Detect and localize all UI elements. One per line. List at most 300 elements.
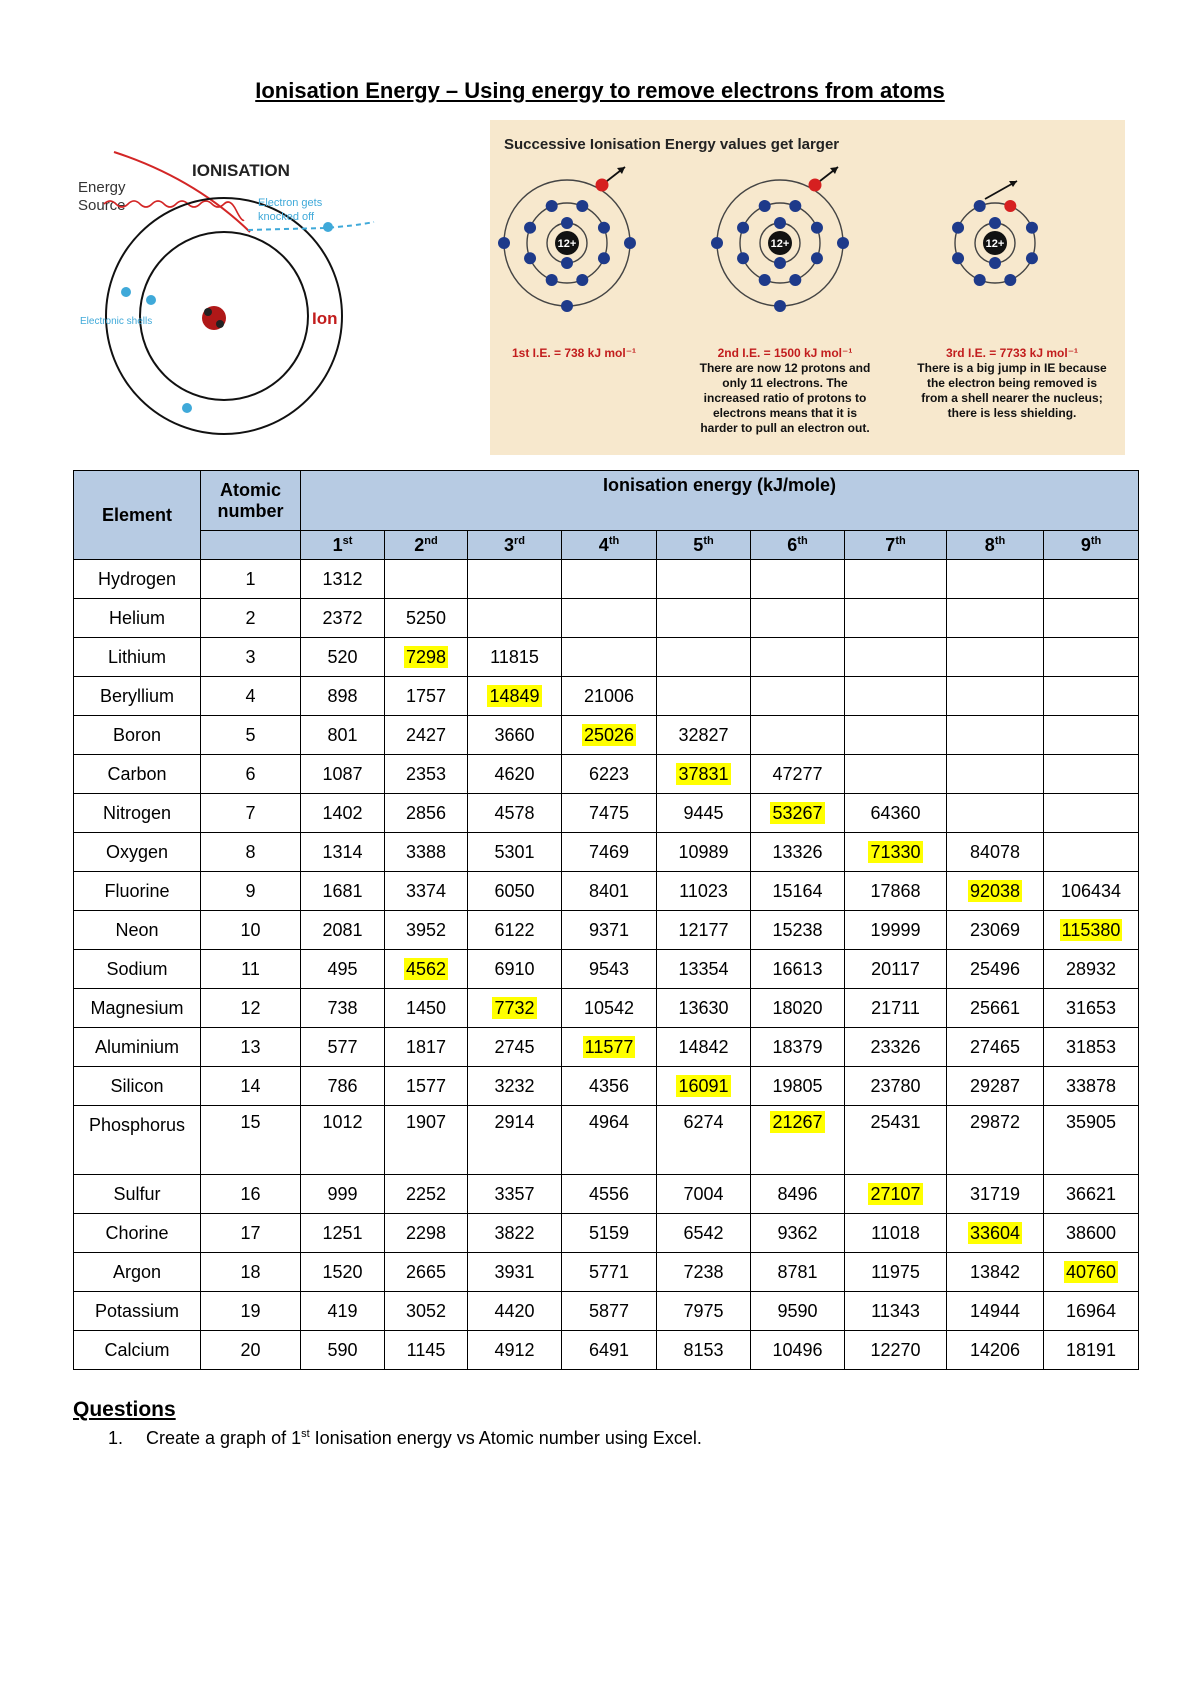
ie-value [385, 872, 468, 911]
ie-value [1044, 1028, 1139, 1067]
ie-value [1044, 638, 1139, 677]
ie-value [468, 1106, 562, 1175]
ie-value-text: 8496 [777, 1183, 818, 1204]
ie-value-text: 6223 [588, 763, 630, 784]
ie-value-text: 7298 [405, 646, 447, 667]
ie-value [751, 1067, 845, 1106]
ie-value [562, 716, 657, 755]
ie-value [657, 1067, 751, 1106]
ie-value-text: 3232 [494, 1075, 535, 1096]
atomic-number: 2 [201, 599, 301, 638]
ie-value [301, 755, 385, 794]
ie-value-text: 18020 [772, 997, 823, 1018]
ie-value [468, 560, 562, 599]
element-name: Fluorine [74, 872, 201, 911]
element-name: Potassium [74, 1292, 201, 1331]
ie-value [468, 1253, 562, 1292]
ie-value [562, 1106, 657, 1175]
table-row [74, 1253, 1139, 1292]
ie-value-text: 12177 [678, 919, 729, 940]
ie-value-text: 5877 [588, 1300, 630, 1321]
ie-value-text: 9445 [683, 802, 724, 823]
ie-value-text: 2372 [322, 607, 363, 628]
question-text-pre: Create a graph of 1 [146, 1428, 302, 1448]
ie-value [947, 794, 1044, 833]
caption-1 [494, 346, 654, 361]
ie-value [562, 755, 657, 794]
ie-value-text: 7475 [588, 802, 630, 823]
ie-value-text: 27465 [969, 1036, 1021, 1057]
caption-3-text: the electron being removed is [926, 376, 1098, 390]
successive-ie-header: Successive Ionisation Energy values get larger [504, 136, 840, 153]
caption-2-text: only 11 electrons. The [722, 376, 848, 390]
successive-ie-diagram [490, 120, 1125, 455]
electron [811, 252, 823, 264]
ie-value [1044, 1175, 1139, 1214]
electron [774, 257, 786, 269]
caption-2 [685, 346, 885, 436]
ie-value [845, 794, 947, 833]
ie-value-text: 5301 [494, 841, 535, 862]
electron [989, 257, 1001, 269]
ie-value [657, 677, 751, 716]
ie-value [385, 677, 468, 716]
ie-value-text: 11018 [871, 1222, 920, 1243]
ie-value-text: 106434 [1060, 880, 1122, 901]
ie-value-text: 1087 [322, 763, 363, 784]
ie-value-text: 23069 [969, 919, 1021, 940]
ie-value [562, 677, 657, 716]
ie-value [385, 950, 468, 989]
electron [1004, 274, 1016, 286]
atomic-number: 18 [201, 1253, 301, 1292]
knocked-electron [323, 222, 333, 232]
ie-value-text: 4562 [405, 958, 447, 979]
header-ordinal: 4th [562, 531, 657, 560]
electron [561, 300, 573, 312]
ie-value [947, 989, 1044, 1028]
ie-value-text: 419 [327, 1300, 358, 1321]
element-name: Hydrogen [74, 560, 201, 599]
ie-value-text: 28932 [1066, 958, 1117, 979]
header-ordinal: 6th [751, 531, 845, 560]
ie-value [657, 911, 751, 950]
ie-value [657, 716, 751, 755]
ie-value [947, 638, 1044, 677]
ie-value-text: 31719 [969, 1183, 1021, 1204]
ie-value [657, 755, 751, 794]
header-ordinal: 7th [845, 531, 947, 560]
header-element: Element [74, 471, 201, 560]
caption-3-text: There is a big jump in IE because [917, 361, 1107, 375]
table-body [74, 560, 1139, 1370]
ie-value [657, 1214, 751, 1253]
electron-removed [809, 179, 822, 192]
table-row [74, 1028, 1139, 1067]
ie-value [845, 1106, 947, 1175]
ie-value-text: 520 [327, 646, 358, 667]
ie-value [468, 1067, 562, 1106]
ie-value-text: 31653 [1066, 997, 1117, 1018]
ie-value-text: 71330 [870, 841, 921, 862]
table-row [74, 1292, 1139, 1331]
element-name: Silicon [74, 1067, 201, 1106]
ie-value [947, 1331, 1044, 1370]
ie-value-text: 1681 [322, 880, 363, 901]
atomic-number: 6 [201, 755, 301, 794]
atomic-number: 10 [201, 911, 301, 950]
ie-value [657, 599, 751, 638]
ie-value-text: 47277 [772, 763, 823, 784]
nucleus-label: 12+ [985, 238, 1005, 250]
electron [561, 257, 573, 269]
header-ordinal: 2nd [385, 531, 468, 560]
ie-value [1044, 716, 1139, 755]
ie-value [1044, 560, 1139, 599]
ie-value-text: 898 [327, 685, 358, 706]
ie-value [657, 950, 751, 989]
electron [974, 200, 986, 212]
electron [624, 237, 636, 249]
atomic-number: 20 [201, 1331, 301, 1370]
ie-value [657, 1106, 751, 1175]
ie-value [751, 1028, 845, 1067]
ie-value [657, 794, 751, 833]
ie-value [751, 1292, 845, 1331]
ie-value-text: 16964 [1066, 1300, 1117, 1321]
ie-value [845, 989, 947, 1028]
ie-value [468, 638, 562, 677]
ie-value [385, 599, 468, 638]
caption-2-text: increased ratio of protons to [703, 391, 867, 405]
ie-value [751, 677, 845, 716]
ie-value-text: 801 [327, 724, 358, 745]
ie-value [562, 989, 657, 1028]
ie-value [562, 1253, 657, 1292]
header-ordinal: 8th [947, 531, 1044, 560]
electron-removed [596, 179, 609, 192]
atomic-number: 9 [201, 872, 301, 911]
ie-value-text: 9590 [777, 1300, 818, 1321]
ie-value [301, 833, 385, 872]
ie-value [657, 989, 751, 1028]
ie-value [947, 1067, 1044, 1106]
shells-label: Electronic shells [80, 316, 153, 327]
energy-label-1: Energy [78, 179, 126, 196]
element-name: Phosphorus [74, 1106, 201, 1175]
ionisation-energy-table [73, 470, 1139, 1370]
ie-value [947, 872, 1044, 911]
ordinal-header-row [74, 531, 1139, 560]
table-row [74, 1214, 1139, 1253]
ie-value [301, 638, 385, 677]
ie-value [301, 1253, 385, 1292]
ie-value [385, 1214, 468, 1253]
table-row [74, 950, 1139, 989]
ie-value [1044, 1292, 1139, 1331]
ie-value-text: 13326 [772, 841, 823, 862]
ie-value [751, 872, 845, 911]
electron [524, 252, 536, 264]
header-ordinal: 1st [301, 531, 385, 560]
ie-value-text: 23780 [870, 1075, 921, 1096]
ie-value [845, 872, 947, 911]
electron [576, 200, 588, 212]
table-row [74, 599, 1139, 638]
ie-value-text: 53267 [772, 802, 823, 823]
ie-value-text: 4420 [494, 1300, 535, 1321]
ie-value-text: 84078 [969, 841, 1021, 862]
ie-value-text: 738 [327, 997, 358, 1018]
ie-value [301, 599, 385, 638]
table-row [74, 1106, 1139, 1175]
ie-value [657, 560, 751, 599]
table-row [74, 833, 1139, 872]
electron [576, 274, 588, 286]
ie-value [301, 1292, 385, 1331]
ie-value [468, 716, 562, 755]
atomic-number: 5 [201, 716, 301, 755]
ie-value [1044, 1253, 1139, 1292]
ie-value-text: 19805 [772, 1075, 823, 1096]
element-name: Sodium [74, 950, 201, 989]
ie-value-text: 1312 [322, 568, 363, 589]
ie-value-text: 4964 [588, 1112, 630, 1132]
element-name: Boron [74, 716, 201, 755]
question-1 [108, 1428, 702, 1449]
caption-3 [902, 346, 1122, 421]
electron [837, 237, 849, 249]
ie-value [562, 1292, 657, 1331]
ie-value [657, 833, 751, 872]
ie-value [1044, 911, 1139, 950]
ie-value [301, 1106, 385, 1175]
ie-value [947, 677, 1044, 716]
ie-value-text: 9371 [588, 919, 630, 940]
ie-value-text: 115380 [1061, 919, 1121, 940]
ie-value [1044, 1214, 1139, 1253]
ie-value [751, 560, 845, 599]
ie-value-text: 6050 [494, 880, 535, 901]
ion-label: Ion [312, 309, 338, 328]
ie-value-text: 8401 [588, 880, 630, 901]
ie-value-text: 40760 [1066, 1261, 1117, 1282]
ie-value [385, 638, 468, 677]
ie-value-text: 3388 [405, 841, 447, 862]
ie-value-text: 9362 [777, 1222, 818, 1243]
ie-value [385, 560, 468, 599]
element-name: Neon [74, 911, 201, 950]
electron [952, 252, 964, 264]
electron [774, 217, 786, 229]
ie-value [385, 1292, 468, 1331]
ie-value [947, 716, 1044, 755]
ie-value-text: 6491 [588, 1339, 630, 1360]
electron [598, 222, 610, 234]
electron [737, 252, 749, 264]
ie-value-text: 23326 [870, 1036, 921, 1057]
ie-value-text: 3952 [405, 919, 447, 940]
ie-value [657, 638, 751, 677]
ie-value [657, 1175, 751, 1214]
ie-value [301, 911, 385, 950]
ie-value-text: 11975 [871, 1261, 920, 1282]
ie-value-text: 8153 [683, 1339, 724, 1360]
ie-value [947, 1253, 1044, 1292]
ie-value-text: 1314 [322, 841, 363, 862]
ie-value-text: 6542 [683, 1222, 724, 1243]
ie-value-text: 1907 [405, 1112, 447, 1132]
ie-value [751, 794, 845, 833]
ie-value [751, 950, 845, 989]
ie-value-text: 3660 [494, 724, 535, 745]
ie-value [468, 1175, 562, 1214]
ie-value [301, 560, 385, 599]
ie-value [751, 1253, 845, 1292]
ie-value [385, 1106, 468, 1175]
question-number: 1. [108, 1428, 124, 1448]
ie-value-text: 2081 [322, 919, 363, 940]
ie-value [751, 911, 845, 950]
ie-value-text: 33878 [1066, 1075, 1117, 1096]
ie-value [385, 1253, 468, 1292]
ie-value [1044, 950, 1139, 989]
ie-value-text: 5159 [588, 1222, 630, 1243]
ie-value [468, 1028, 562, 1067]
electron-label-1: Electron gets [258, 197, 323, 209]
ie-value-text: 32827 [678, 724, 729, 745]
electron [789, 274, 801, 286]
question-sup: st [301, 1428, 310, 1440]
ie-value-text: 18379 [772, 1036, 823, 1057]
table-row [74, 677, 1139, 716]
ie-value [947, 833, 1044, 872]
electron [759, 274, 771, 286]
ie-value [845, 755, 947, 794]
table-row [74, 911, 1139, 950]
ie-value [468, 950, 562, 989]
diagram-title: IONISATION [192, 161, 290, 180]
ie-value-text: 10542 [583, 997, 635, 1018]
ie-value [845, 911, 947, 950]
ie-value-text: 5771 [588, 1261, 630, 1282]
ie-value [385, 1067, 468, 1106]
ionisation-diagram [74, 148, 404, 458]
ie-value-text: 7238 [683, 1261, 724, 1282]
ie-value [468, 755, 562, 794]
ie-value-text: 25496 [969, 958, 1021, 979]
ie-value-text: 10496 [772, 1339, 823, 1360]
ie-value-text: 35905 [1066, 1112, 1117, 1132]
ie-value [845, 1331, 947, 1370]
ie-value [845, 1175, 947, 1214]
table-row [74, 1331, 1139, 1370]
ie-value [947, 1175, 1044, 1214]
ie-value-text: 33604 [969, 1222, 1021, 1243]
ie-value-text: 14944 [969, 1300, 1021, 1321]
ie-value [1044, 989, 1139, 1028]
ie-value-text: 4356 [588, 1075, 630, 1096]
ie-value [751, 638, 845, 677]
ie-value [468, 872, 562, 911]
ie-value-text: 17868 [870, 880, 921, 901]
ie-value-text: 29872 [969, 1112, 1021, 1132]
ie-value [751, 1331, 845, 1370]
atomic-number: 14 [201, 1067, 301, 1106]
electron-path [248, 222, 374, 230]
ie-value [562, 950, 657, 989]
ie-value-text: 15164 [772, 880, 823, 901]
ie-value [301, 989, 385, 1028]
ie-value [845, 560, 947, 599]
table-row [74, 716, 1139, 755]
caption-3-text: there is less shielding. [947, 406, 1077, 420]
ie-value-text: 5250 [405, 607, 447, 628]
ie-value-text: 11577 [584, 1036, 634, 1057]
electron [974, 274, 986, 286]
ie-value [947, 560, 1044, 599]
ie-value-text: 2252 [405, 1183, 447, 1204]
ie-value [1044, 794, 1139, 833]
ie-value [947, 1292, 1044, 1331]
electron [774, 300, 786, 312]
ie-value-text: 25431 [870, 1112, 921, 1132]
ie-value [751, 1214, 845, 1253]
ie-value [468, 1331, 562, 1370]
ie-value-text: 1757 [405, 685, 447, 706]
ie-value-text: 7975 [683, 1300, 724, 1321]
ie-value-text: 13354 [678, 958, 729, 979]
ie-value-text: 13842 [969, 1261, 1021, 1282]
element-name: Chorine [74, 1214, 201, 1253]
ie-value-text: 7469 [588, 841, 630, 862]
header-atomic-number: Atomic number [201, 471, 301, 531]
ie-value-text: 36621 [1066, 1183, 1117, 1204]
caption-2-text: harder to pull an electron out. [700, 421, 870, 435]
atomic-number: 11 [201, 950, 301, 989]
table-row [74, 638, 1139, 677]
ie-value [468, 911, 562, 950]
nucleus-label: 12+ [770, 238, 790, 250]
ie-value [947, 755, 1044, 794]
ie-value-text: 2914 [494, 1112, 535, 1132]
ie-value-text: 16091 [678, 1075, 729, 1096]
ie-value-text: 1251 [322, 1222, 363, 1243]
table-row [74, 560, 1139, 599]
atomic-number: 15 [201, 1106, 301, 1175]
electron-removed [1004, 200, 1016, 212]
ie-value [1044, 755, 1139, 794]
ie-value [385, 911, 468, 950]
element-name: Helium [74, 599, 201, 638]
ie-value [562, 599, 657, 638]
ie-value-text: 3357 [494, 1183, 535, 1204]
ie-value-text: 7732 [494, 997, 535, 1018]
ie-value-text: 4620 [494, 763, 535, 784]
ie-value-text: 92038 [969, 880, 1021, 901]
ie-value-text: 1817 [405, 1036, 447, 1057]
electron-label-2: knocked off [258, 211, 315, 223]
ie-value [385, 989, 468, 1028]
ie-value [301, 716, 385, 755]
element-name: Argon [74, 1253, 201, 1292]
ie-value-text: 9543 [588, 958, 630, 979]
ie-value [468, 794, 562, 833]
element-name: Calcium [74, 1331, 201, 1370]
magnesium-atoms-svg [495, 165, 1095, 335]
ie-value [301, 1175, 385, 1214]
header-ordinal: 9th [1044, 531, 1139, 560]
